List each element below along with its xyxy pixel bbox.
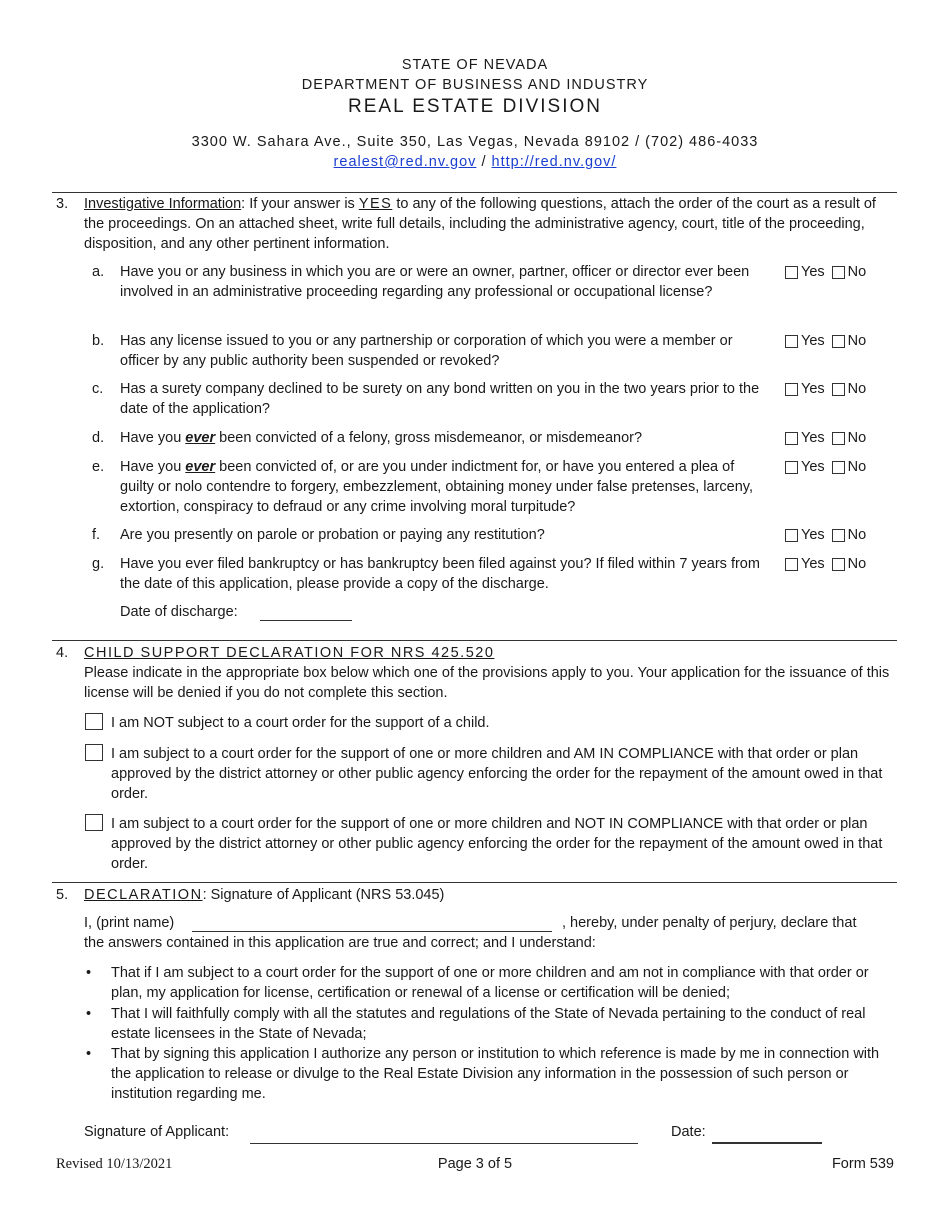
- agency-contact: [0, 152, 950, 172]
- question-c-answer: [785, 379, 866, 399]
- agency-address: 3300 W. Sahara Ave., Suite 350, Las Vegas, Nevada 89102 / (702) 486-4033: [191, 134, 759, 150]
- no-checkbox[interactable]: [832, 266, 845, 279]
- question-b-answer: [785, 331, 866, 351]
- form-number: Form 539: [831, 1156, 894, 1172]
- section-divider: [52, 640, 897, 641]
- signature-field[interactable]: [250, 1143, 638, 1144]
- section-3-title: Investigative Information: [84, 196, 242, 212]
- child-support-option: I am subject to a court order for the support of one or more children and NOT IN COMPLIANCE with that order or plan approved by the district attorney or other public agency enforcing the order for the repayment of the amount owed in that order.: [111, 816, 883, 872]
- no-checkbox[interactable]: [832, 529, 845, 542]
- yes-checkbox[interactable]: [785, 266, 798, 279]
- revised-date: Revised 10/13/2021: [56, 1156, 173, 1172]
- question-letter: c.: [92, 381, 104, 397]
- no-label: No: [847, 333, 867, 349]
- question-c-text: Has a surety company declined to be surety on any bond written on you in the two years prior to the date of the application?: [120, 381, 760, 417]
- no-checkbox[interactable]: [832, 558, 845, 571]
- no-label: No: [847, 381, 867, 397]
- page-number: Page 3 of 5: [437, 1156, 513, 1172]
- question-a-text: Have you or any business in which you are or were an owner, partner, officer or director ever been involved in an administrative proceeding regarding any professional or occupational license?: [120, 264, 750, 300]
- declare-text: , hereby, under penalty of perjury, declare that: [562, 915, 857, 931]
- question-g-text: Have you ever filed bankruptcy or has bankruptcy been filed against you? If filed within 7 years from the date of this application, please provide a copy of the discharge.: [120, 556, 760, 592]
- not-subject-checkbox[interactable]: [85, 713, 103, 730]
- agency-division: REAL ESTATE DIVISION: [348, 96, 602, 117]
- discharge-date-label: Date of discharge:: [120, 604, 238, 620]
- yes-checkbox[interactable]: [785, 383, 798, 396]
- child-support-option: I am subject to a court order for the support of one or more children and AM IN COMPLIANCE with that order or plan approved by the district attorney or other public agency enforcing the order for the repayment of the amount owed in that order.: [111, 746, 883, 802]
- section-5-heading: [84, 885, 894, 905]
- no-label: No: [847, 264, 867, 280]
- no-checkbox[interactable]: [832, 461, 845, 474]
- question-letter: b.: [92, 333, 105, 349]
- bullet-icon: •: [86, 1006, 92, 1022]
- question-f-answer: [785, 525, 866, 545]
- ever-emphasis: ever: [185, 430, 216, 446]
- ever-emphasis: ever: [185, 459, 216, 475]
- link-separator: /: [476, 154, 492, 170]
- section-divider: [52, 192, 897, 193]
- question-d-text-after: been convicted of a felony, gross misdemeanor, or misdemeanor?: [215, 430, 643, 446]
- bullet-icon: •: [86, 965, 92, 981]
- intro-text-a: : If your answer is: [241, 196, 359, 212]
- no-label: No: [847, 430, 867, 446]
- section-4-number: 4.: [56, 645, 69, 661]
- question-letter: a.: [92, 264, 105, 280]
- yes-label: Yes: [801, 556, 825, 572]
- question-e-answer: [785, 457, 866, 477]
- yes-label: Yes: [801, 430, 825, 446]
- agency-department: DEPARTMENT OF BUSINESS AND INDUSTRY: [301, 77, 649, 93]
- not-in-compliance-checkbox[interactable]: [85, 814, 103, 831]
- yes-label: Yes: [801, 381, 825, 397]
- print-name-field[interactable]: [192, 931, 552, 932]
- email-link[interactable]: realest@red.nv.gov: [333, 154, 477, 170]
- declaration-bullet: That by signing this application I authorize any person or institution to which reference is made by me in connection with the application to release or divulge to the Real Estate Division any information in the possession of such person or institution regarding me.: [111, 1046, 880, 1102]
- yes-checkbox[interactable]: [785, 558, 798, 571]
- question-e-text-after: been convicted of, or are you under indictment for, or have you entered a plea of guilty or nolo contendre to forgery, embezzlement, obtaining money under false pretenses, larceny, extortion, conspiracy to defraud or any crime involving moral turpitude?: [120, 459, 753, 515]
- section-4-title: CHILD SUPPORT DECLARATION FOR NRS 425.520: [84, 645, 495, 661]
- yes-checkbox[interactable]: [785, 432, 798, 445]
- yes-checkbox[interactable]: [785, 529, 798, 542]
- question-b-text: Has any license issued to you or any partnership or corporation of which you were a member or officer by any public authority been suspended or revoked?: [120, 333, 733, 369]
- yes-label: Yes: [801, 264, 825, 280]
- section-divider: [52, 882, 897, 883]
- section-3-number: 3.: [56, 196, 69, 212]
- question-d-answer: [785, 428, 866, 448]
- in-compliance-checkbox[interactable]: [85, 744, 103, 761]
- section-3-intro: [84, 194, 894, 254]
- yes-emphasis: YES: [358, 196, 393, 212]
- question-letter: e.: [92, 459, 105, 475]
- no-label: No: [847, 556, 867, 572]
- discharge-date-field[interactable]: [260, 620, 352, 621]
- website-link[interactable]: http://red.nv.gov/: [491, 154, 617, 170]
- no-checkbox[interactable]: [832, 383, 845, 396]
- date-field[interactable]: [712, 1142, 822, 1144]
- question-e-text: [120, 457, 770, 517]
- signature-label: Signature of Applicant:: [84, 1124, 230, 1140]
- no-checkbox[interactable]: [832, 335, 845, 348]
- declaration-bullet: That if I am subject to a court order for the support of one or more children and am not in compliance with that order or plan, my application for license, certification or renewal of a license or certification will be denied;: [111, 965, 869, 1001]
- question-d-text-before: Have you: [120, 430, 186, 446]
- child-support-option: I am NOT subject to a court order for the support of a child.: [111, 715, 490, 731]
- agency-state: STATE OF NEVADA: [401, 57, 549, 73]
- yes-label: Yes: [801, 527, 825, 543]
- question-a-answer: [785, 262, 866, 282]
- question-f-text: Are you presently on parole or probation or paying any restitution?: [120, 527, 545, 543]
- bullet-icon: •: [86, 1046, 92, 1062]
- yes-label: Yes: [801, 333, 825, 349]
- intro-text-b: to any of the following questions, attach the order of the court as a result of the proceedings. On an attached sheet, write full details, including the administrative agency, court, title of the proceeding, disposition, and any other pertinent information.: [84, 196, 876, 252]
- yes-label: Yes: [801, 459, 825, 475]
- question-letter: f.: [92, 527, 101, 543]
- no-checkbox[interactable]: [832, 432, 845, 445]
- question-letter: g.: [92, 556, 105, 572]
- declaration-bullet: That I will faithfully comply with all the statutes and regulations of the State of Nevada pertaining to the conduct of real estate licensees in the State of Nevada;: [111, 1006, 866, 1042]
- section-5-title: DECLARATION: [84, 887, 203, 903]
- print-name-label: I, (print name): [84, 915, 175, 931]
- no-label: No: [847, 527, 867, 543]
- section-5-subtitle: : Signature of Applicant (NRS 53.045): [202, 887, 445, 903]
- section-5-number: 5.: [56, 887, 69, 903]
- question-e-text-before: Have you: [120, 459, 186, 475]
- yes-checkbox[interactable]: [785, 335, 798, 348]
- declare-text-continued: the answers contained in this application are true and correct; and I understand:: [84, 935, 596, 951]
- question-letter: d.: [92, 430, 105, 446]
- section-4-intro: Please indicate in the appropriate box below which one of the provisions apply to you. Your application for the issuance of this license will be denied if you do not complete this section.: [84, 665, 890, 701]
- no-label: No: [847, 459, 867, 475]
- question-d-text: [120, 428, 770, 448]
- question-g-answer: [785, 554, 866, 574]
- yes-checkbox[interactable]: [785, 461, 798, 474]
- date-label: Date:: [671, 1124, 706, 1140]
